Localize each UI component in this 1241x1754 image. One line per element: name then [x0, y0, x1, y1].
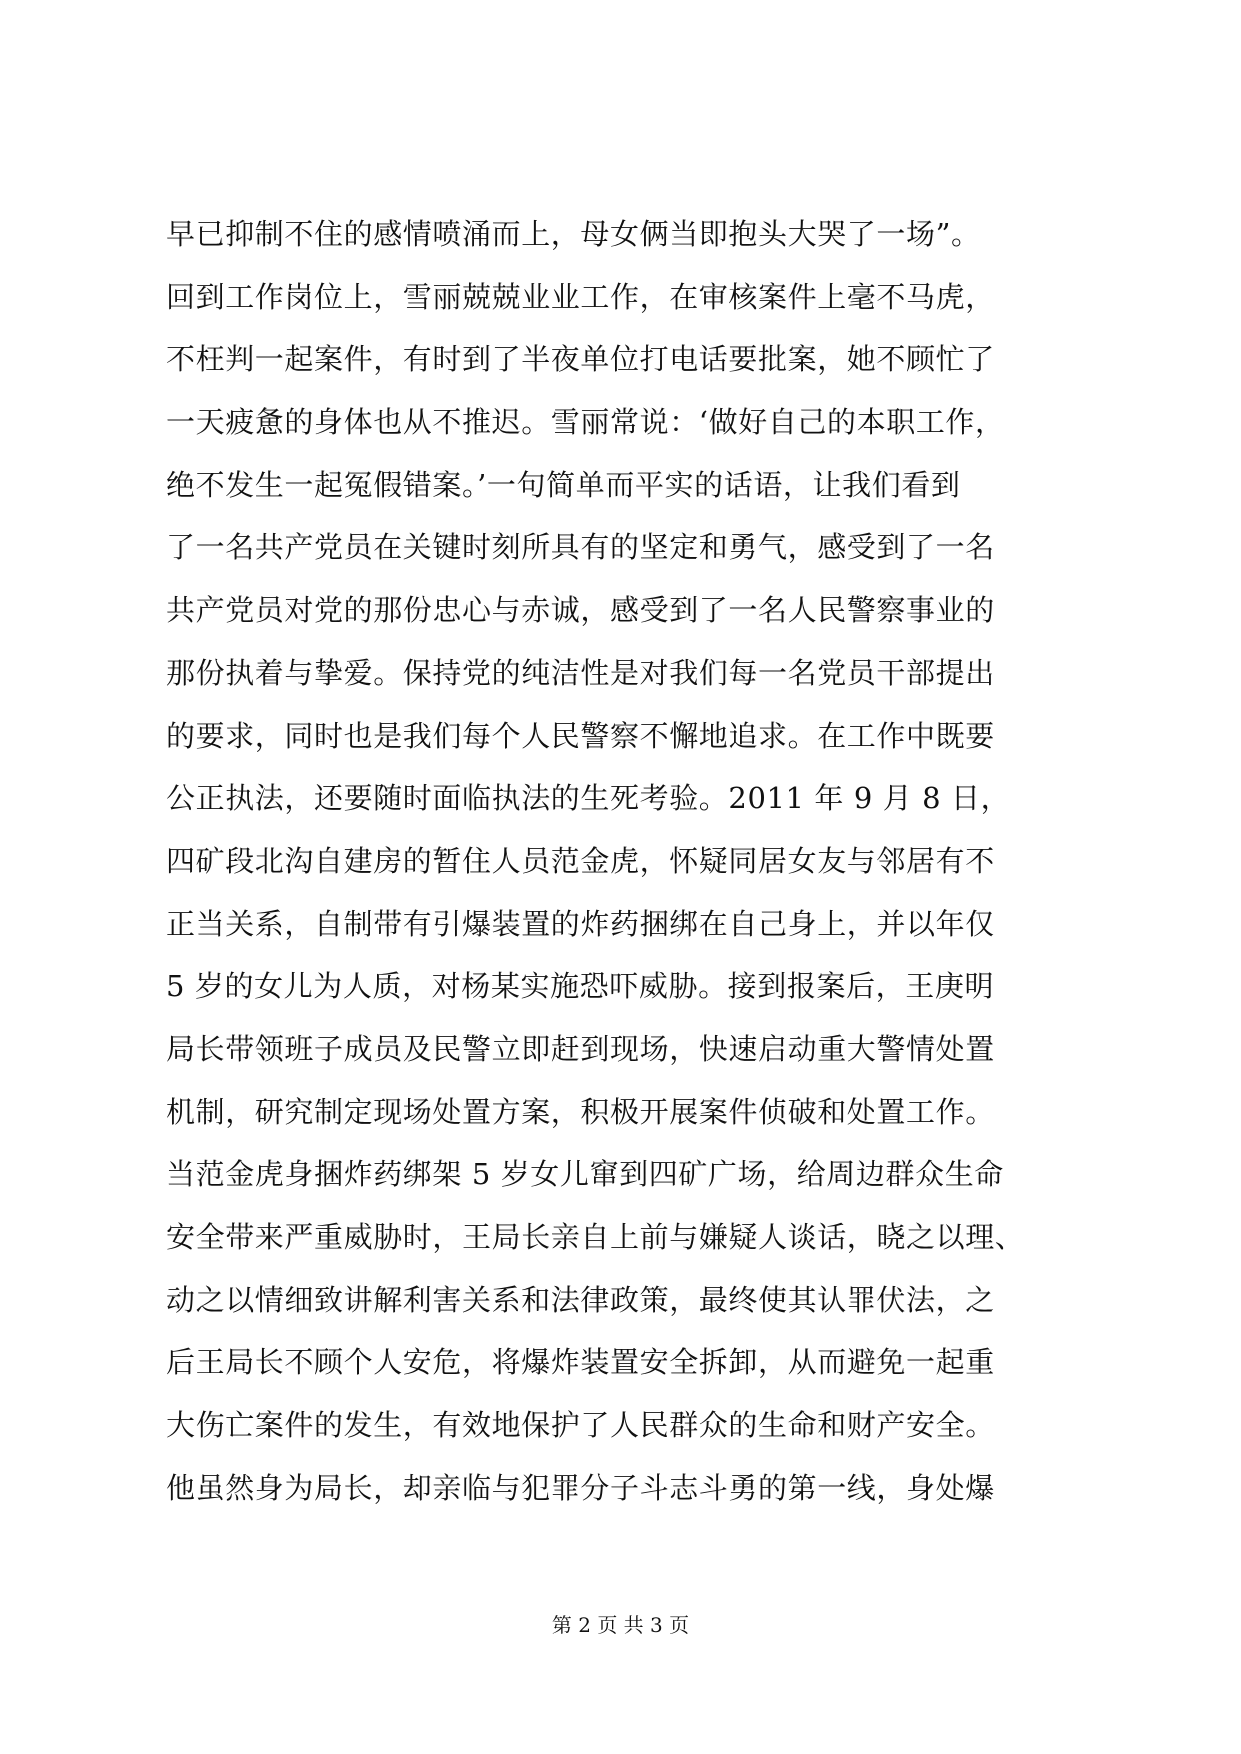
text-line: 安全带来严重威胁时，王局长亲自上前与嫌疑人谈话，晓之以理、	[166, 1220, 1025, 1254]
text-line: 那份执着与挚爱。保持党的纯洁性是对我们每一名党员干部提出	[166, 655, 995, 690]
text-line: 公正执法，还要随时面临执法的生死考验。2011 年 9 月 8 日，	[166, 781, 1011, 816]
text-line: 大伤亡案件的发生，有效地保护了人民群众的生命和财产安全。	[166, 1408, 995, 1443]
page-number: 第 2 页 共 3 页	[551, 1613, 690, 1637]
text-line: 局长带领班子成员及民警立即赶到现场，快速启动重大警情处置	[166, 1031, 995, 1066]
text-line: 回到工作岗位上，雪丽兢兢业业工作，在审核案件上毫不马虎，	[166, 279, 995, 314]
text-line: 四矿段北沟自建房的暂住人员范金虎，怀疑同居女友与邻居有不	[166, 843, 995, 878]
text-line: 机制，研究制定现场处置方案，积极开展案件侦破和处置工作。	[166, 1094, 995, 1129]
text-line: 5 岁的女儿为人质，对杨某实施恐吓威胁。接到报案后，王庚明	[166, 969, 995, 1004]
text-line: 后王局长不顾个人安危，将爆炸装置安全拆卸，从而避免一起重	[166, 1345, 995, 1380]
text-line: 动之以情细致讲解利害关系和法律政策，最终使其认罪伏法，之	[166, 1282, 995, 1317]
page-footer	[0, 1610, 1241, 1640]
text-line: 当范金虎身捆炸药绑架 5 岁女儿窜到四矿广场，给周边群众生命	[166, 1157, 1004, 1192]
text-line: 正当关系，自制带有引爆装置的炸药捆绑在自己身上，并以年仅	[166, 906, 995, 941]
text-line: 绝不发生一起冤假错案。’一句简单而平实的话语，让我们看到	[166, 467, 961, 502]
text-line: 的要求，同时也是我们每个人民警察不懈地追求。在工作中既要	[166, 718, 995, 753]
text-line: 他虽然身为局长，却亲临与犯罪分子斗志斗勇的第一线，身处爆	[166, 1470, 995, 1505]
text-line: 早已抑制不住的感情喷涌而上，母女俩当即抱头大哭了一场”。	[166, 217, 981, 251]
body-text	[166, 203, 1086, 1519]
text-line: 不枉判一起案件，有时到了半夜单位打电话要批案，她不顾忙了	[166, 342, 995, 377]
text-line: 共产党员对党的那份忠心与赤诚，感受到了一名人民警察事业的	[166, 593, 995, 628]
text-line: 一天疲惫的身体也从不推迟。雪丽常说：‘做好自己的本职工作，	[166, 405, 1005, 440]
text-line: 了一名共产党员在关键时刻所具有的坚定和勇气，感受到了一名	[166, 530, 995, 565]
